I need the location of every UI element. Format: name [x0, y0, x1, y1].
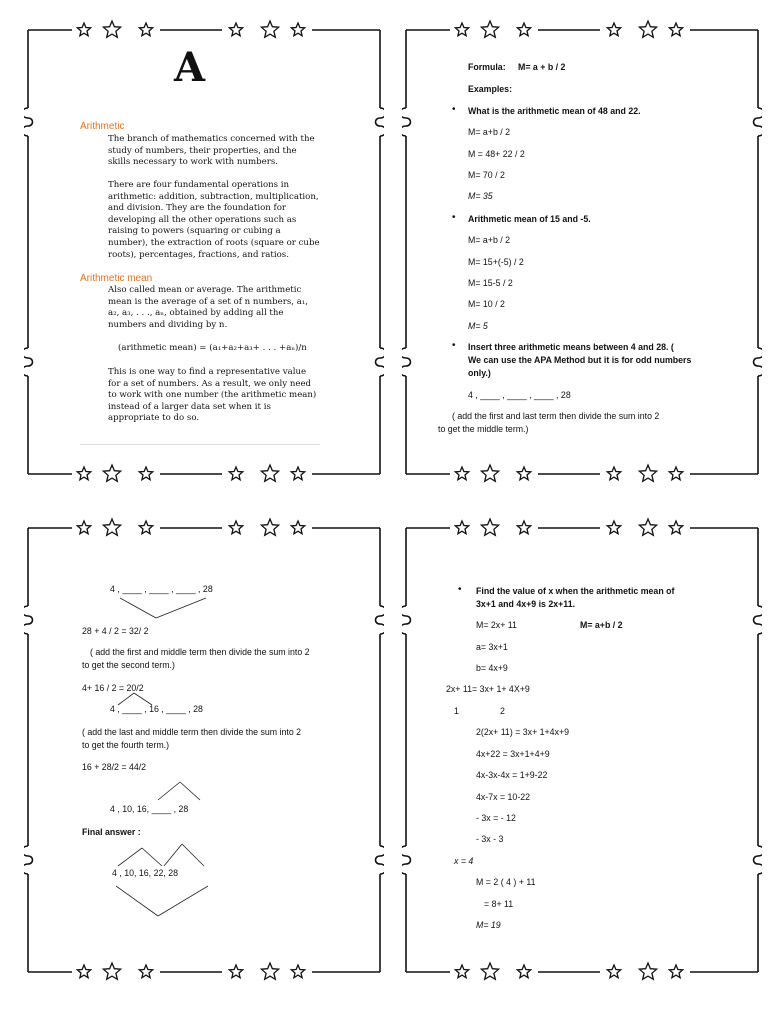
calculation-2: 4+ 16 / 2 = 20/2 [82, 683, 144, 693]
note-1: ( add the first and middle term then divide the sum into 2 [90, 647, 310, 657]
q1-answer: M= 35 [468, 191, 493, 201]
given-m: M= 2x+ 11 [476, 620, 517, 630]
m-answer: M= 19 [476, 920, 501, 930]
given-a: a= 3x+1 [476, 642, 508, 652]
question-3-line: only.) [468, 368, 491, 378]
solution-step: 4x-7x = 10-22 [476, 792, 531, 802]
sequence-2: 4 , ____ , 16 , ____ , 28 [110, 704, 203, 714]
bullet-icon: • [452, 104, 456, 115]
q3-sequence: 4 , ____ , ____ , ____ , 28 [468, 390, 571, 400]
panel-definitions [24, 18, 384, 486]
paragraph-representative-value: This is one way to find a representative value for a set of numbers. As a result, we only need to work with one number (the arithmetic mean) instead of a larger data set when it is appropriate to do so. [108, 367, 317, 424]
q3-note: ( add the first and last term then divide the sum into 2 [452, 411, 660, 421]
examples-label: Examples: [468, 84, 513, 94]
formula-label: Formula: [468, 62, 506, 72]
q1-step: M= 70 / 2 [468, 170, 505, 180]
note-2: to get the fourth term.) [82, 740, 170, 750]
question-1: What is the arithmetic mean of 48 and 22. [468, 106, 641, 116]
paragraph-arithmetic-definition: The branch of mathematics concerned with the study of numbers, their properties, and the skills necessary to work with numbers. [108, 134, 315, 168]
connector-lines [154, 780, 214, 804]
connector-lines [114, 596, 234, 622]
question-line: 3x+1 and 4x+9 is 2x+11. [476, 599, 576, 609]
m-step: = 8+ 11 [484, 899, 514, 909]
formula-value: M= a + b / 2 [518, 62, 566, 72]
final-sequence: 4 , 10, 16, 22, 28 [112, 868, 179, 878]
bullet-icon: • [452, 212, 456, 223]
q2-step: M= 10 / 2 [468, 299, 505, 309]
q2-step: M= 15-5 / 2 [468, 278, 513, 288]
solution-step: 2(2x+ 11) = 3x+ 1+4x+9 [476, 727, 570, 737]
m-step: M = 2 ( 4 ) + 11 [476, 877, 536, 887]
letter-heading: A [174, 44, 206, 91]
final-answer-label: Final answer : [82, 827, 141, 837]
q2-answer: M= 5 [468, 321, 488, 331]
calculation-3: 16 + 28/2 = 44/2 [82, 762, 147, 772]
note-1: to get the second term.) [82, 660, 175, 670]
solution-step: 4x+22 = 3x+1+4+9 [476, 749, 550, 759]
sequence-1: 4 , ____ , ____ , ____ , 28 [110, 584, 213, 594]
sequence-3: 4 , 10, 16, ____ , 28 [110, 804, 189, 814]
paragraph-mean-definition: Also called mean or average. The arithmetic mean is the average of a set of n numbers, a₁, a₂, a₃, . . ., aₙ, obtained by adding all the numbers and dividing by n. [108, 285, 308, 330]
q2-step: M= 15+(-5) / 2 [468, 257, 524, 267]
connector-lines [112, 842, 232, 922]
bullet-icon: • [458, 584, 462, 595]
mean-formula: (arithmetic mean) = (a₁+a₂+a₃+ . . . +aₙ)/n [118, 343, 307, 353]
bullet-icon: • [452, 340, 456, 351]
panel-find-x [402, 516, 762, 984]
solution-step: - 3x - 3 [476, 834, 504, 844]
heading-arithmetic: Arithmetic [80, 121, 125, 132]
equation-top: 2x+ 11= 3x+ 1+ 4X+9 [446, 684, 530, 694]
solution-step: - 3x = - 12 [476, 813, 516, 823]
x-answer: x = 4 [454, 856, 474, 866]
q1-step: M= a+b / 2 [468, 127, 511, 137]
q2-step: M= a+b / 2 [468, 235, 511, 245]
heading-arithmetic-mean: Arithmetic mean [80, 273, 153, 284]
equation-denominator: 1 [454, 706, 459, 716]
formula: M= a+b / 2 [580, 620, 623, 630]
solution-step: 4x-3x-4x = 1+9-22 [476, 770, 548, 780]
divider [80, 444, 320, 445]
paragraph-fundamental-operations: There are four fundamental operations in arithmetic: addition, subtraction, multiplication, and division. They are the foundation for developing all the other operations such as raising to powers (squaring or cubing a number), the extraction of roots (square or cube roots), percentages, fractions, and ratios. [108, 180, 320, 260]
q1-step: M = 48+ 22 / 2 [468, 149, 525, 159]
panel-sequence-solution [24, 516, 384, 984]
panel-examples [402, 18, 762, 486]
q3-note: to get the middle term.) [438, 424, 529, 434]
question-3-line: We can use the APA Method but it is for odd numbers [468, 355, 692, 365]
note-2: ( add the last and middle term then divide the sum into 2 [82, 727, 302, 737]
question-3-line: Insert three arithmetic means between 4 and 28. ( [468, 342, 674, 352]
calculation-1: 28 + 4 / 2 = 32/ 2 [82, 626, 149, 636]
question-2: Arithmetic mean of 15 and -5. [468, 214, 591, 224]
equation-denominator: 2 [500, 706, 505, 716]
question-line: Find the value of x when the arithmetic mean of [476, 586, 675, 596]
given-b: b= 4x+9 [476, 663, 508, 673]
